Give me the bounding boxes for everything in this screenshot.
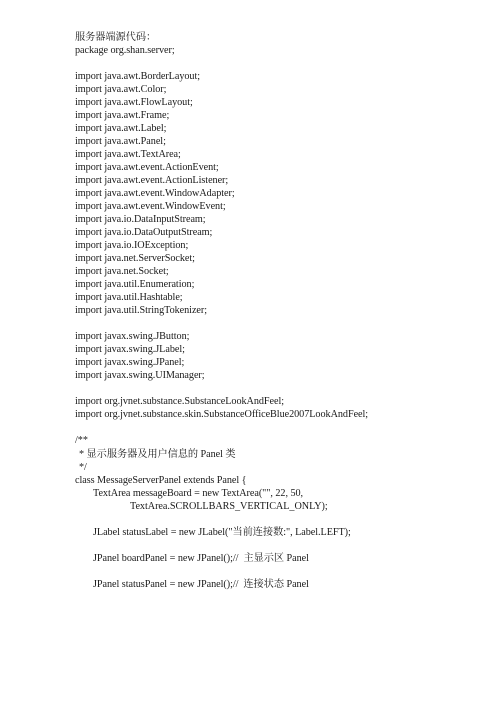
code-line: import javax.swing.UIManager; [75,370,205,382]
code-line: import java.net.Socket; [75,266,169,278]
code-line: import javax.swing.JButton; [75,331,190,343]
code-line: class MessageServerPanel extends Panel { [75,474,247,486]
code-comment-line: * 显示服务器及用户信息的 Panel 类 [79,448,236,460]
code-comment-line: */ [79,461,87,473]
code-line: import java.awt.Frame; [75,110,170,122]
code-line: import javax.swing.JLabel; [75,344,185,356]
code-line: import java.util.Hashtable; [75,292,183,304]
code-line: import java.awt.event.ActionListener; [75,175,229,187]
code-line: import org.jvnet.substance.SubstanceLookAndFeel; [75,396,285,408]
code-line: import java.util.Enumeration; [75,279,195,291]
code-line: import java.awt.event.WindowAdapter; [75,188,235,200]
code-line: import java.util.StringTokenizer; [75,305,208,317]
code-line: JPanel boardPanel = new JPanel();// 主显示区 Panel [93,552,309,564]
code-line: import javax.swing.JPanel; [75,357,185,369]
code-line: import java.io.DataInputStream; [75,214,206,226]
code-line: 服务器端源代码： [75,32,157,43]
source-code-document [75,31,485,591]
blank-line [75,382,485,395]
code-line: import java.awt.Color; [75,84,167,96]
code-line: import java.io.IOException; [75,240,189,252]
code-line: import java.awt.Label; [75,123,167,135]
blank-line [75,513,485,526]
code-line: import java.awt.event.WindowEvent; [75,201,226,213]
code-line: /** [75,435,88,447]
code-line: package org.shan.server; [75,45,175,57]
code-line: import java.awt.BorderLayout; [75,71,201,83]
code-line: JLabel statusLabel = new JLabel("当前连接数:", Label.LEFT); [93,526,351,538]
code-line: TextArea.SCROLLBARS_VERTICAL_ONLY); [130,500,328,512]
code-line: import java.net.ServerSocket; [75,253,195,265]
code-line: import java.awt.FlowLayout; [75,97,193,109]
code-line: import java.io.DataOutputStream; [75,227,213,239]
code-line: JPanel statusPanel = new JPanel();// 连接状态 Panel [93,578,309,590]
blank-line [75,421,485,434]
code-line: import java.awt.event.ActionEvent; [75,162,219,174]
code-line: import org.jvnet.substance.skin.SubstanceOfficeBlue2007LookAndFeel; [75,409,369,421]
code-line: TextArea messageBoard = new TextArea("", 22, 50, [93,487,304,499]
blank-line [75,539,485,552]
code-line: import java.awt.TextArea; [75,149,181,161]
blank-line [75,57,485,70]
blank-line [75,317,485,330]
blank-line [75,565,485,578]
code-line: import java.awt.Panel; [75,136,166,148]
